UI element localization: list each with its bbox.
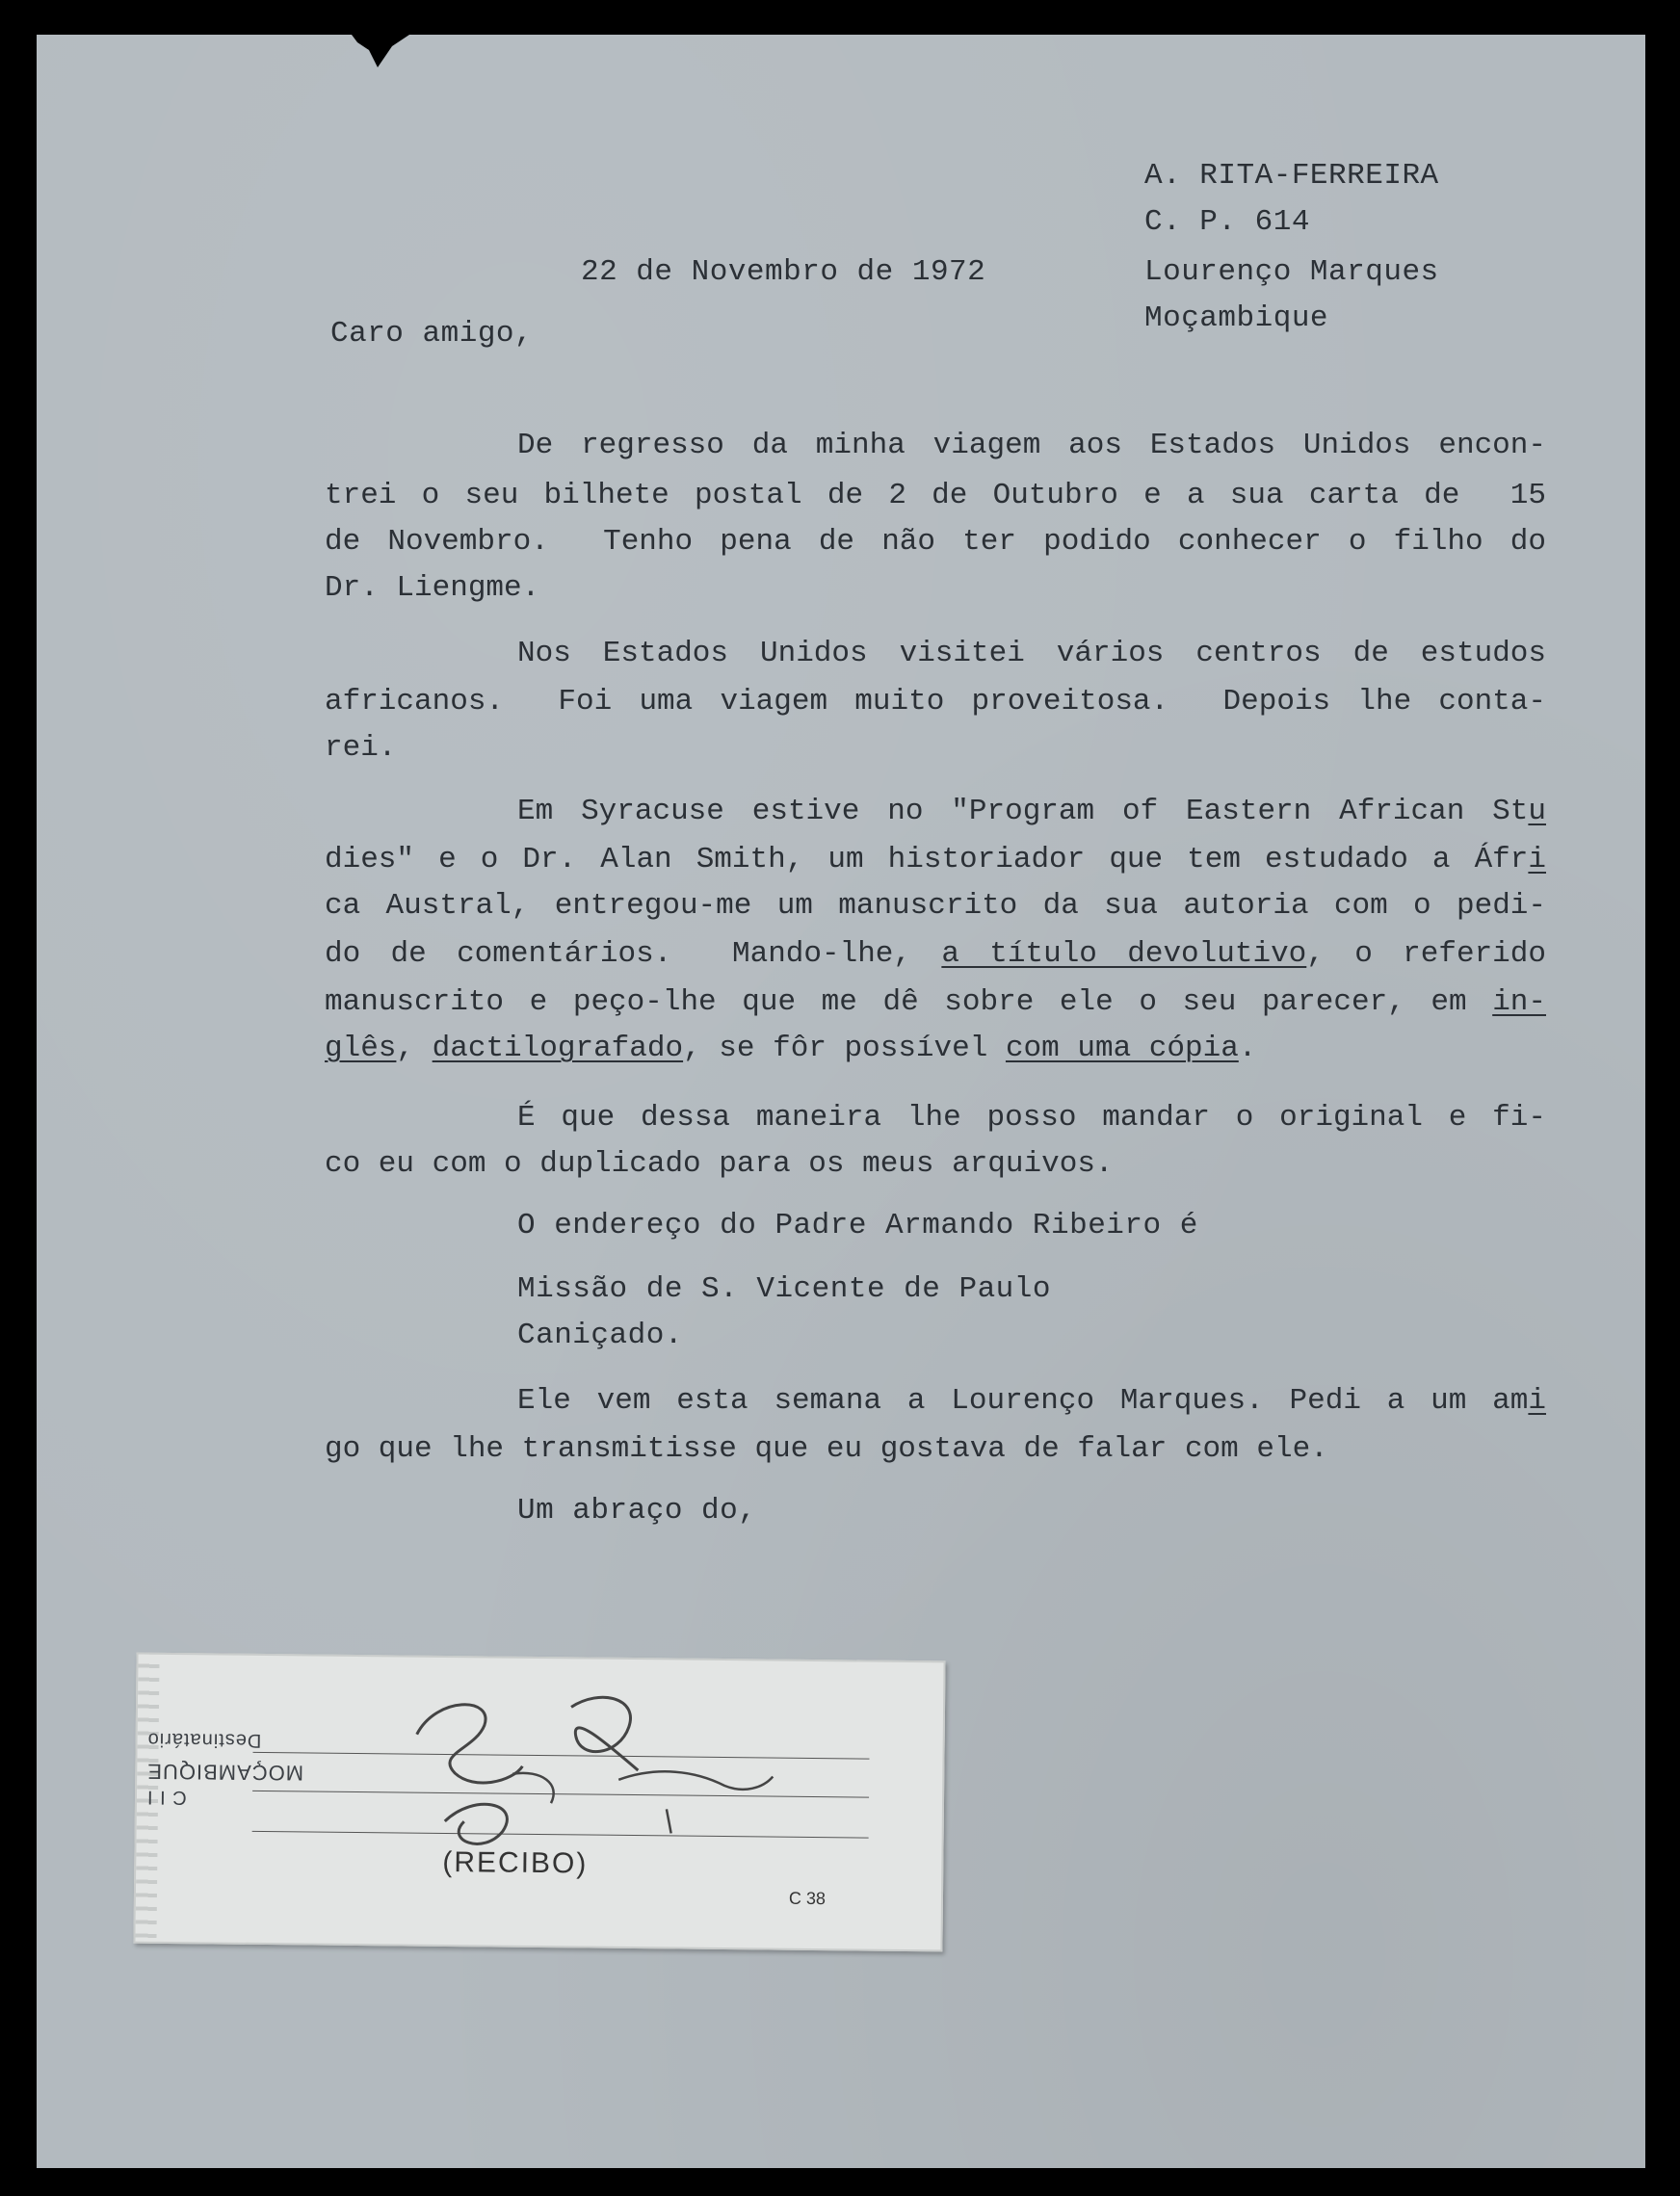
p1-line4: Dr. Liengme. bbox=[325, 571, 540, 605]
p1-line1: De regresso da minha viagem aos Estados Unidos encon- bbox=[517, 429, 1546, 462]
closing: Um abraço do, bbox=[517, 1494, 757, 1528]
p3-line6: glês, dactilografado, se fôr possível com uma cópia. bbox=[325, 1032, 1257, 1065]
p5-line1: O endereço do Padre Armando Ribeiro é bbox=[517, 1209, 1198, 1242]
p3-line1: Em Syracuse estive no "Program of Eastern African Stu bbox=[517, 795, 1546, 828]
handwritten-marks bbox=[377, 1676, 841, 1873]
receipt-destinatario: Destinatário bbox=[146, 1728, 262, 1751]
receipt-company: MOÇAMBIQUE bbox=[146, 1759, 304, 1786]
sender-name: A. RITA-FERREIRA bbox=[1144, 159, 1439, 193]
letter-date: 22 de Novembro de 1972 bbox=[581, 255, 986, 289]
p6-line1: Ele vem esta semana a Lourenço Marques. Pedi a um ami bbox=[517, 1384, 1546, 1418]
receipt-form-code: C 38 bbox=[788, 1888, 827, 1909]
underlined-phrase: a título devolutivo bbox=[941, 937, 1307, 971]
p3-line3: ca Austral, entregou-me um manuscrito da sua autoria com o pedi- bbox=[325, 889, 1546, 923]
p5-line3: Caniçado. bbox=[517, 1319, 683, 1352]
sender-city: Lourenço Marques bbox=[1144, 255, 1439, 289]
p1-line2: trei o seu bilhete postal de 2 de Outubro e a sua carta de 15 bbox=[325, 479, 1546, 512]
salutation: Caro amigo, bbox=[330, 317, 534, 351]
p5-line2: Missão de S. Vicente de Paulo bbox=[517, 1272, 1051, 1306]
p2-line1: Nos Estados Unidos visitei vários centros de estudos bbox=[517, 637, 1546, 670]
p3-line4: do de comentários. Mando-lhe, a título devolutivo, o referido bbox=[325, 937, 1546, 971]
receipt-slip bbox=[133, 1653, 945, 1952]
p6-line2: go que lhe transmitisse que eu gostava de falar com ele. bbox=[325, 1432, 1328, 1466]
sender-country: Moçambique bbox=[1144, 301, 1329, 335]
p3-line5: manuscrito e peço-lhe que me dê sobre ele o seu parecer, em in- bbox=[325, 985, 1546, 1019]
sender-box: C. P. 614 bbox=[1144, 205, 1310, 239]
receipt-title: (RECIBO) bbox=[442, 1845, 589, 1880]
p4-line2: co eu com o duplicado para os meus arquivos. bbox=[325, 1147, 1114, 1181]
p4-line1: É que dessa maneira lhe posso mandar o original e fi- bbox=[517, 1101, 1546, 1135]
p2-line3: rei. bbox=[325, 731, 397, 765]
p2-line2: africanos. Foi uma viagem muito proveitosa. Depois lhe conta- bbox=[325, 685, 1546, 719]
p1-line3: de Novembro. Tenho pena de não ter podido conhecer o filho do bbox=[325, 525, 1546, 559]
p3-line2: dies" e o Dr. Alan Smith, um historiador que tem estudado a Áfri bbox=[325, 843, 1546, 876]
receipt-code-small: C I I bbox=[145, 1786, 187, 1809]
